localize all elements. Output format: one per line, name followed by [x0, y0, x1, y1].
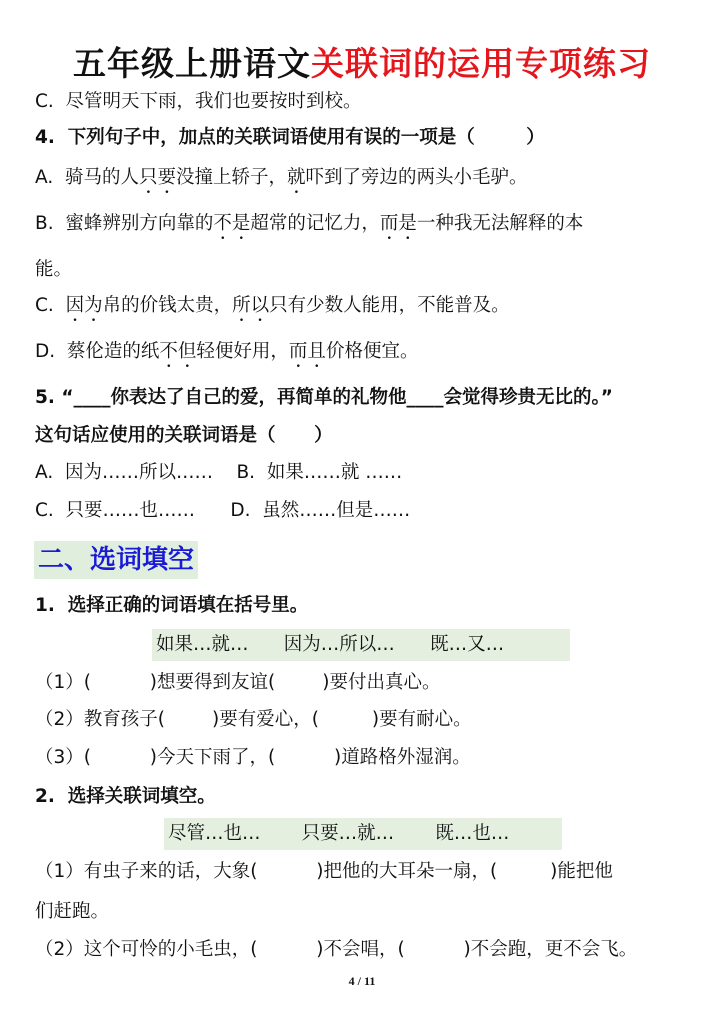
q4-question: 4. 下列句子中，加点的关联词语使用有误的一项是（ ）: [35, 127, 545, 148]
s2-q1-item: （3）( )今天下雨了，( )道路格外湿润。: [35, 747, 471, 768]
option-text: 价格便宜。: [325, 341, 419, 362]
page-title: [0, 38, 724, 85]
q5-options-row-2: C. 只要……也…… D. 虽然……但是……: [35, 500, 411, 521]
dotted-connective: 所以: [232, 295, 270, 316]
option-text: 帛的价钱太贵，: [102, 295, 233, 316]
q5-question: 5. “____你表达了自己的爱，再简单的礼物他____会觉得珍贵无比的。”: [35, 387, 613, 408]
option-text: C.: [35, 295, 66, 316]
option-text: 只有少数人能用，不能普及。: [269, 295, 510, 316]
dotted-connective: 只要: [138, 167, 176, 188]
option-text: B. 蜜蜂辨别方向靠的: [35, 213, 214, 234]
word-bank-1: 如果…就… 因为…所以… 既…又…: [152, 629, 570, 661]
dotted-connective: 就: [287, 167, 306, 188]
s2-q1-title: 1. 选择正确的词语填在括号里。: [35, 595, 309, 616]
q5-question-2: 这句话应使用的关联词语是（ ）: [35, 425, 333, 446]
s2-q2-item: 们赶跑。: [35, 901, 110, 922]
q3-option-c: C. 尽管明天下雨，我们也要按时到校。: [35, 91, 362, 112]
s2-q1-item: （1）( )想要得到友谊( )要付出真心。: [35, 672, 441, 693]
dotted-connective: 不但: [159, 341, 197, 362]
option-text: 没撞上轿子，: [176, 167, 288, 188]
word-bank-2: 尽管…也… 只要…就… 既…也…: [164, 818, 562, 850]
s2-q2-item: （1）有虫子来的话，大象( )把他的大耳朵一扇，( )能把他: [35, 861, 613, 882]
q4-option: [35, 258, 72, 282]
s2-q2-item: （2）这个可怜的小毛虫，( )不会唱，( )不会跑，更不会飞。: [35, 939, 638, 960]
option-text: 吓到了旁边的两头小毛驴。: [305, 167, 528, 188]
option-text: D. 蔡伦造的纸: [35, 341, 160, 362]
dotted-connective: 而且: [288, 341, 326, 362]
q4-option: [35, 166, 528, 198]
option-text: 一种我无法解释的本: [416, 213, 584, 234]
dotted-connective: 而是: [379, 213, 417, 234]
option-text: 轻便好用，: [196, 341, 289, 362]
q4-option: [35, 212, 583, 244]
q4-option: [35, 294, 510, 326]
s2-q2-title: 2. 选择关联词填空。: [35, 786, 216, 807]
option-text: A. 骑马的人: [35, 167, 139, 188]
q4-option: [35, 340, 418, 372]
page-number: 4 / 11: [348, 974, 376, 988]
option-text: 能。: [35, 259, 73, 280]
title-black: 五年级上册语文: [73, 44, 311, 83]
q5-options-row-1: A. 因为……所以…… B. 如果……就 ……: [35, 462, 403, 483]
s2-q1-item: （2）教育孩子( )要有爱心，( )要有耐心。: [35, 709, 472, 730]
title-red: 关联词的运用专项练习: [311, 44, 651, 83]
dotted-connective: 不是: [213, 213, 251, 234]
dotted-connective: 因为: [65, 295, 103, 316]
section-heading: 二、选词填空: [34, 541, 198, 579]
option-text: 超常的记忆力，: [250, 213, 380, 234]
